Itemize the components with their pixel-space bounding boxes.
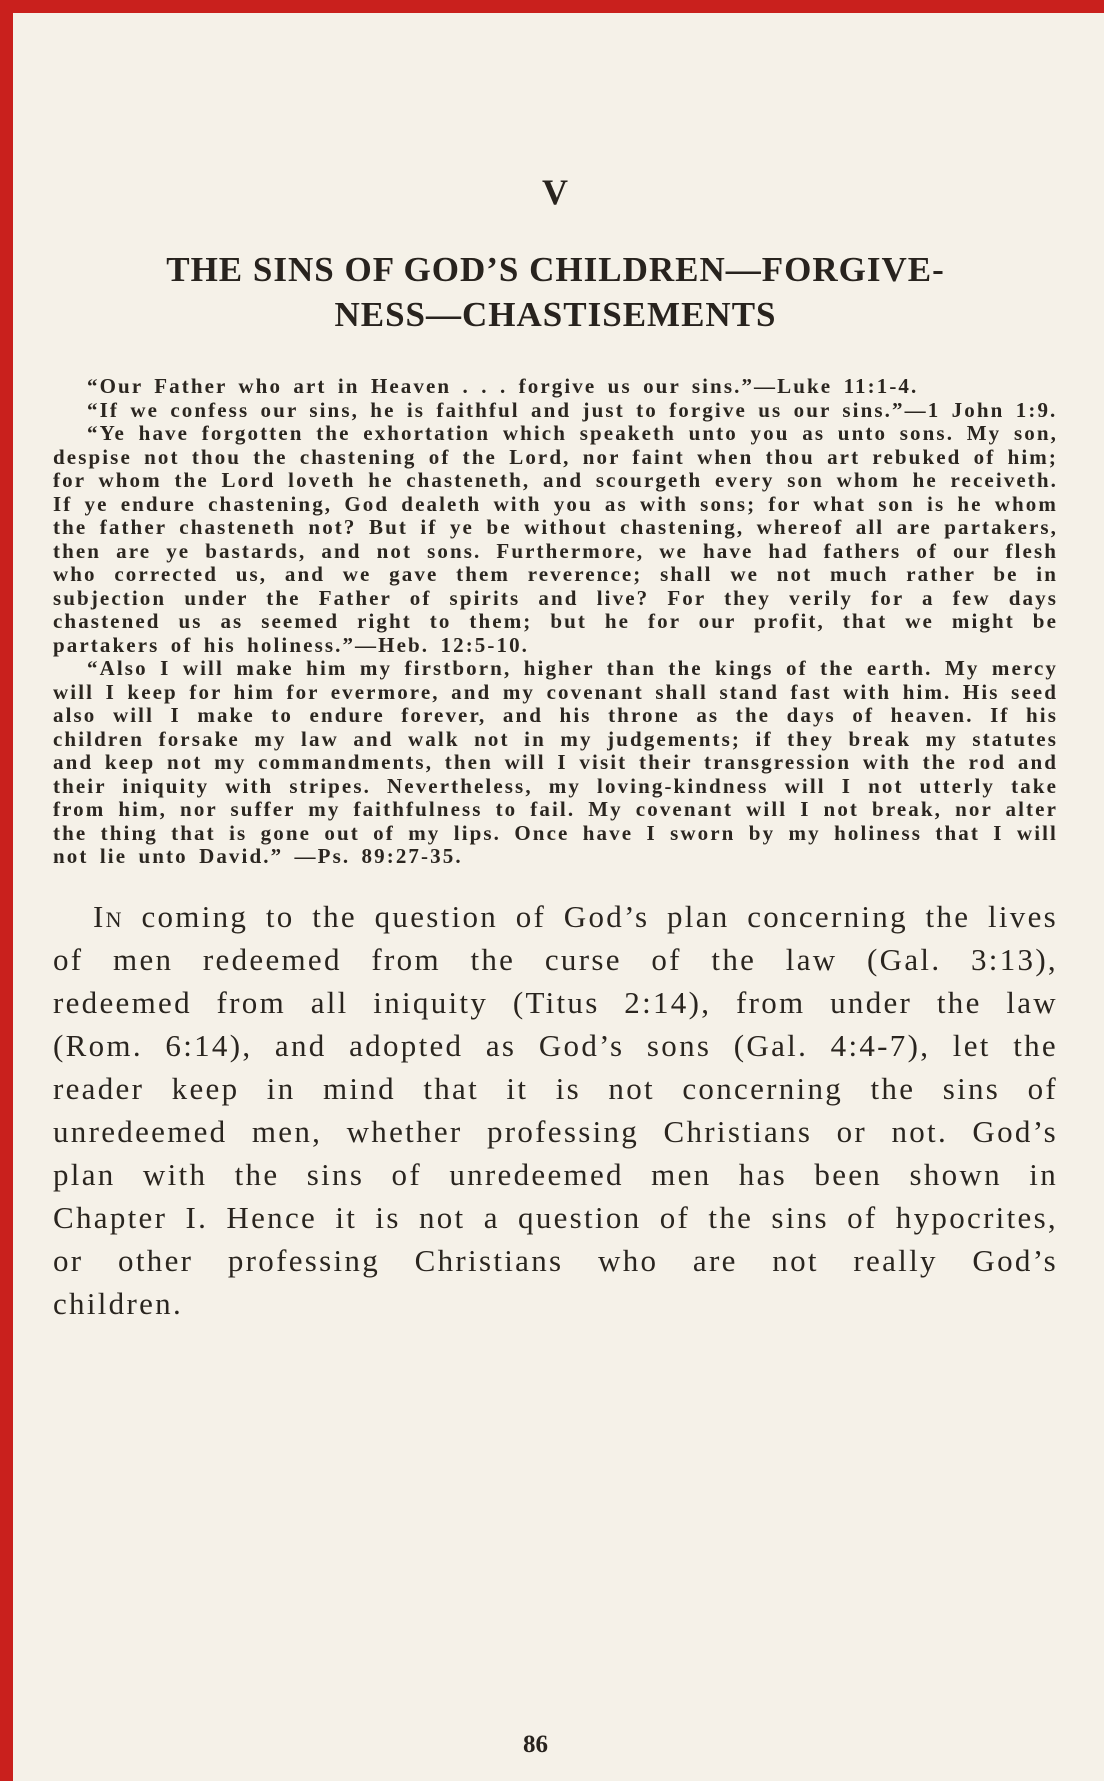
page-content (13, 13, 1104, 1781)
body-paragraph (53, 895, 1058, 1325)
epigraph-quote-hebrews: “Ye have forgotten the exhortation which speaketh unto you as unto sons. My son, despise not thou the chastening of the Lord, nor faint when thou art rebuked of him; for whom the Lord loveth he chasteneth, and scourgeth every son whom he receiveth. If ye endure chastening, God dealeth with you as with sons; for what son is he whom the father chasteneth not? But if ye be without chastening, whereof all are partakers, then are ye bastards, and not sons. Furthermore, we have had fathers of our flesh who corrected us, and we gave them reverence; shall we not much rather be in subjection under the Father of spirits and live? For they verily for a few days chastened us as seemed right to them; but he for our profit, that we might be partakers of his holiness.”—Heb. 12:5-10. (53, 421, 1058, 657)
chapter-title-line1: THE SINS OF GOD’S CHILDREN—FORGIVE- (166, 250, 945, 289)
lead-word: In (93, 898, 124, 934)
epigraph-block (53, 375, 1058, 869)
epigraph-quote-john: “If we confess our sins, he is faithful and just to forgive us our sins.”—1 John 1:9. (87, 397, 1058, 422)
page-number: 86 (523, 1731, 548, 1758)
chapter-title (53, 247, 1058, 337)
chapter-title-line2: NESS—CHASTISEMENTS (334, 295, 777, 334)
epigraph-quote-psalms: “Also I will make him my firstborn, higher than the kings of the earth. My mercy will I keep for him for evermore, and my covenant shall stand fast with him. His seed also will I make to endure forever, and his throne as the days of heaven. If his children forsake my law and walk not in my judgements; if they break my statutes and keep not my commandments, then will I visit their transgression with the rod and their iniquity with stripes. Nevertheless, my loving-kindness will I not utterly take from him, nor suffer my faithfulness to fail. My covenant will I not break, nor alter the thing that is gone out of my lips. Once have I sworn by my holiness that I will not lie unto David.” —Ps. 89:27-35. (53, 656, 1058, 868)
red-edge-top (0, 0, 1104, 13)
red-edge-left (0, 0, 13, 1781)
body-text: coming to the question of God’s plan concerning the lives of men redeemed from the curse of the law (Gal. 3:13), redeemed from all iniquity (Titus 2:14), from under the law (Rom. 6:14), and adopted as God’s sons (Gal. 4:4-7), let the reader keep in mind that it is not concerning the sins of unredeemed men, whether professing Christians or not. God’s plan with the sins of unredeemed men has been shown in Chapter I. Hence it is not a question of the sins of hypocrites, or other professing Christians who are not really God’s children. (53, 898, 1058, 1321)
epigraph-quote-luke: “Our Father who art in Heaven . . . forgive us our sins.”—Luke 11:1-4. (87, 374, 919, 398)
chapter-number: V (542, 172, 569, 212)
